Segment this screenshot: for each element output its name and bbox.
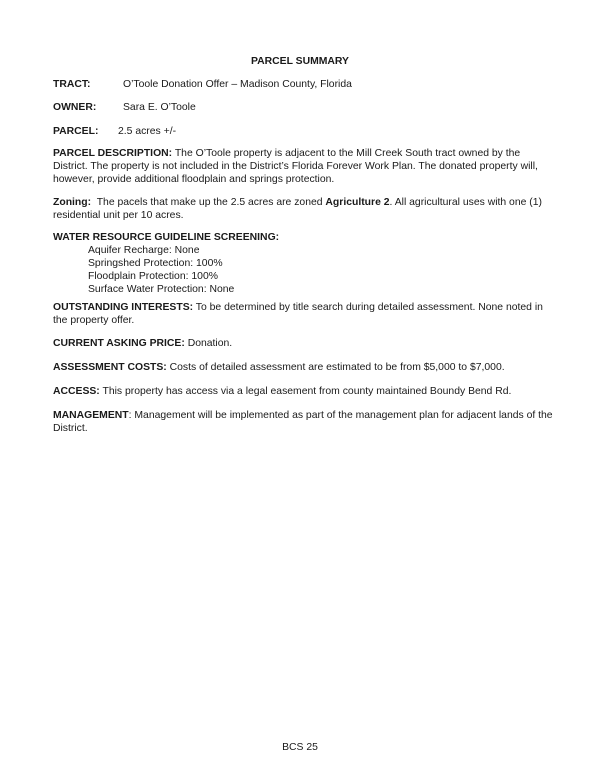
screening-section	[53, 231, 553, 296]
management	[53, 409, 553, 435]
zoning-text-after: . All agricultural uses with one (1) residential unit per 10 acres.	[53, 197, 542, 221]
zoning-zone: Agriculture 2	[325, 197, 390, 208]
screening-item: Floodplain Protection: 100%	[88, 271, 218, 282]
asking-price-label: CURRENT ASKING PRICE:	[53, 338, 185, 349]
page-footer: BCS 25	[282, 742, 318, 753]
tract-label: TRACT:	[53, 79, 91, 90]
assessment-costs-text: Costs of detailed assessment are estimated to be from $5,000 to $7,000.	[169, 362, 505, 373]
parcel-row	[53, 125, 553, 138]
asking-price	[53, 337, 553, 350]
outstanding-interests-text: To be determined by title search during detailed assessment. None noted in the property offer.	[53, 302, 543, 326]
zoning	[53, 196, 553, 222]
tract-row	[53, 78, 553, 91]
page-title: PARCEL SUMMARY	[251, 56, 349, 67]
access	[53, 385, 553, 398]
screening-item: Surface Water Protection: None	[88, 284, 235, 295]
asking-price-text: Donation.	[187, 338, 233, 349]
parcel-description	[53, 147, 553, 186]
assessment-costs-label: ASSESSMENT COSTS:	[53, 362, 167, 373]
owner-row	[53, 101, 553, 114]
outstanding-interests	[53, 301, 553, 327]
zoning-label: Zoning:	[53, 197, 92, 208]
parcel-description-text: The O’Toole property is adjacent to the Mill Creek South tract owned by the District. The property is not included in the District’s Florida Forever Work Plan. The donated property will, however, provide additional floodplain and springs protection.	[53, 148, 538, 185]
parcel-value: 2.5 acres +/-	[118, 126, 177, 137]
outstanding-interests-label: OUTSTANDING INTERESTS:	[53, 302, 194, 313]
management-text: : Management will be implemented as part of the management plan for adjacent lands of the District.	[53, 410, 553, 434]
access-text: This property has access via a legal easement from county maintained Boundy Bend Rd.	[102, 386, 512, 397]
management-label: MANAGEMENT	[53, 410, 129, 421]
owner-label: OWNER:	[53, 102, 97, 113]
screening-item: Aquifer Recharge: None	[88, 245, 200, 256]
screening-item: Springshed Protection: 100%	[88, 258, 223, 269]
tract-value: O’Toole Donation Offer – Madison County, Florida	[123, 79, 352, 90]
parcel-description-label: PARCEL DESCRIPTION:	[53, 148, 173, 159]
assessment-costs	[53, 361, 553, 374]
zoning-text-before: The pacels that make up the 2.5 acres are zoned	[96, 197, 326, 208]
parcel-label: PARCEL:	[53, 126, 99, 137]
access-label: ACCESS:	[53, 386, 100, 397]
screening-label: WATER RESOURCE GUIDELINE SCREENING:	[53, 232, 280, 243]
owner-value: Sara E. O’Toole	[123, 102, 196, 113]
